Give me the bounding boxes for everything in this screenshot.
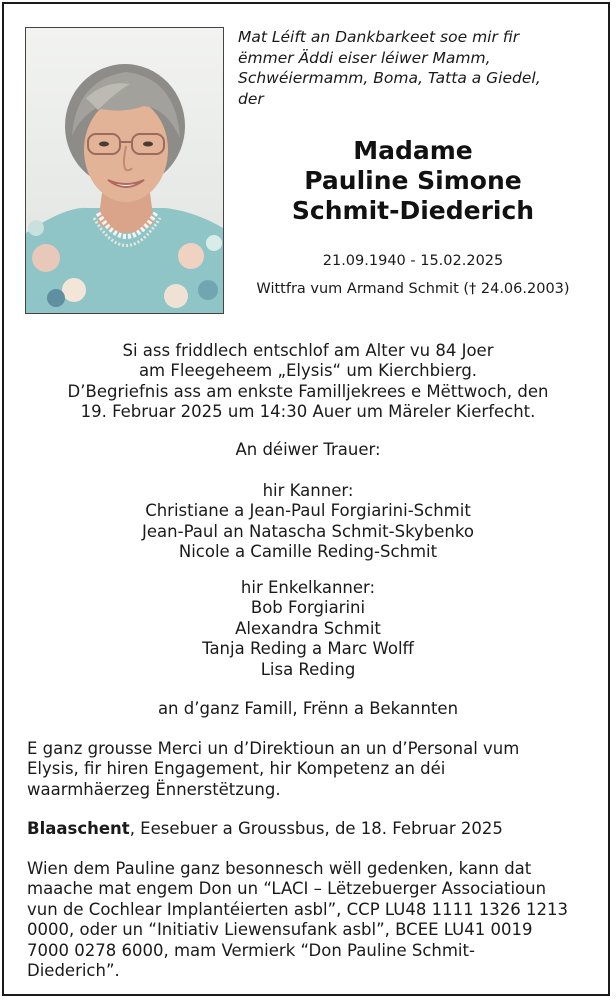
grandchild-name: Bob Forgiarini	[250, 598, 366, 618]
place-rest: , Eesebuer a Groussbus, de 18. Februar 2025	[129, 819, 503, 838]
children-heading: hir Kanner:	[262, 481, 354, 500]
deceased-name	[238, 136, 588, 226]
announcement-line: Si ass friddlech entschlof am Alter vu 84 Joer	[122, 341, 494, 360]
place-name: Blaaschent	[27, 819, 130, 838]
thanks-line: Elysis, fir hiren Engagement, hir Kompetenz an déi	[27, 759, 446, 779]
donation-line: 7000 0278 6000, mam Vermierk “Don Pauline Schmit-	[27, 940, 475, 960]
grandchild-name: Alexandra Schmit	[235, 618, 381, 638]
announcement-line: am Fleegeheem „Elysis“ um Kierchbierg.	[138, 361, 478, 381]
donation-line: 0000, oder un “Initiativ Liewensufank asbl”, BCEE LU41 0019	[27, 920, 533, 940]
family-line: an d’ganz Famill, Frënn a Bekannten	[157, 699, 459, 718]
portrait-photo	[25, 27, 224, 314]
announcement-line: D’Begriefnis ass am enkste Familljekrees e Mëttwoch, den	[67, 381, 549, 401]
thanks-line: waarmhäerzeg Ënnerstëtzung.	[27, 779, 281, 799]
donation-line: Wien dem Pauline ganz besonnesch wëll gedenken, kann dat	[27, 859, 532, 878]
child-name: Christiane a Jean-Paul Forgiarini-Schmit	[145, 501, 471, 521]
widow-of: Wittfra vum Armand Schmit († 24.06.2003)	[256, 281, 570, 297]
place-date	[27, 819, 597, 839]
child-name: Jean-Paul an Natascha Schmit-Skybenko	[142, 521, 474, 541]
announcement	[22, 341, 594, 423]
intro-line: Schwéiermamm, Boma, Tatta a Giedel,	[238, 69, 541, 87]
grandchild-name: Lisa Reding	[260, 659, 356, 679]
life-dates: 21.09.1940 - 15.02.2025	[322, 253, 504, 269]
intro-line: der	[238, 89, 264, 108]
child-name: Nicole a Camille Reding-Schmit	[178, 542, 438, 562]
name-surname: Schmit-Diederich	[291, 196, 535, 225]
grandchildren-heading: hir Enkelkanner:	[240, 578, 376, 597]
mourners-intro: An déiwer Trauer:	[235, 440, 381, 459]
intro-line: Mat Léift an Dankbarkeet soe mir fir	[238, 28, 520, 46]
donation-paragraph	[27, 859, 597, 981]
name-given: Pauline Simone	[304, 166, 522, 195]
name-title: Madame	[353, 136, 473, 165]
grandchildren-list	[22, 578, 594, 680]
thanks-paragraph	[27, 739, 597, 800]
grandchild-name: Tanja Reding a Marc Wolff	[202, 639, 414, 659]
children-list	[22, 481, 594, 563]
donation-line: maache mat engem Don un “LACI – Lëtzebuerger Associatioun	[27, 879, 547, 899]
intro-text	[238, 27, 588, 109]
announcement-line: 19. Februar 2025 um 14:30 Auer um Märeler Kierfecht.	[80, 402, 536, 422]
donation-line: Diederich”.	[27, 961, 120, 981]
intro-line: ëmmer Äddi eiser léiwer Mamm,	[238, 48, 491, 67]
thanks-line: E ganz grousse Merci un d’Direktioun an un d’Personal vum	[27, 739, 520, 758]
donation-line: vun de Cochlear Implantéierten asbl”, CCP LU48 1111 1326 1213	[27, 899, 569, 919]
